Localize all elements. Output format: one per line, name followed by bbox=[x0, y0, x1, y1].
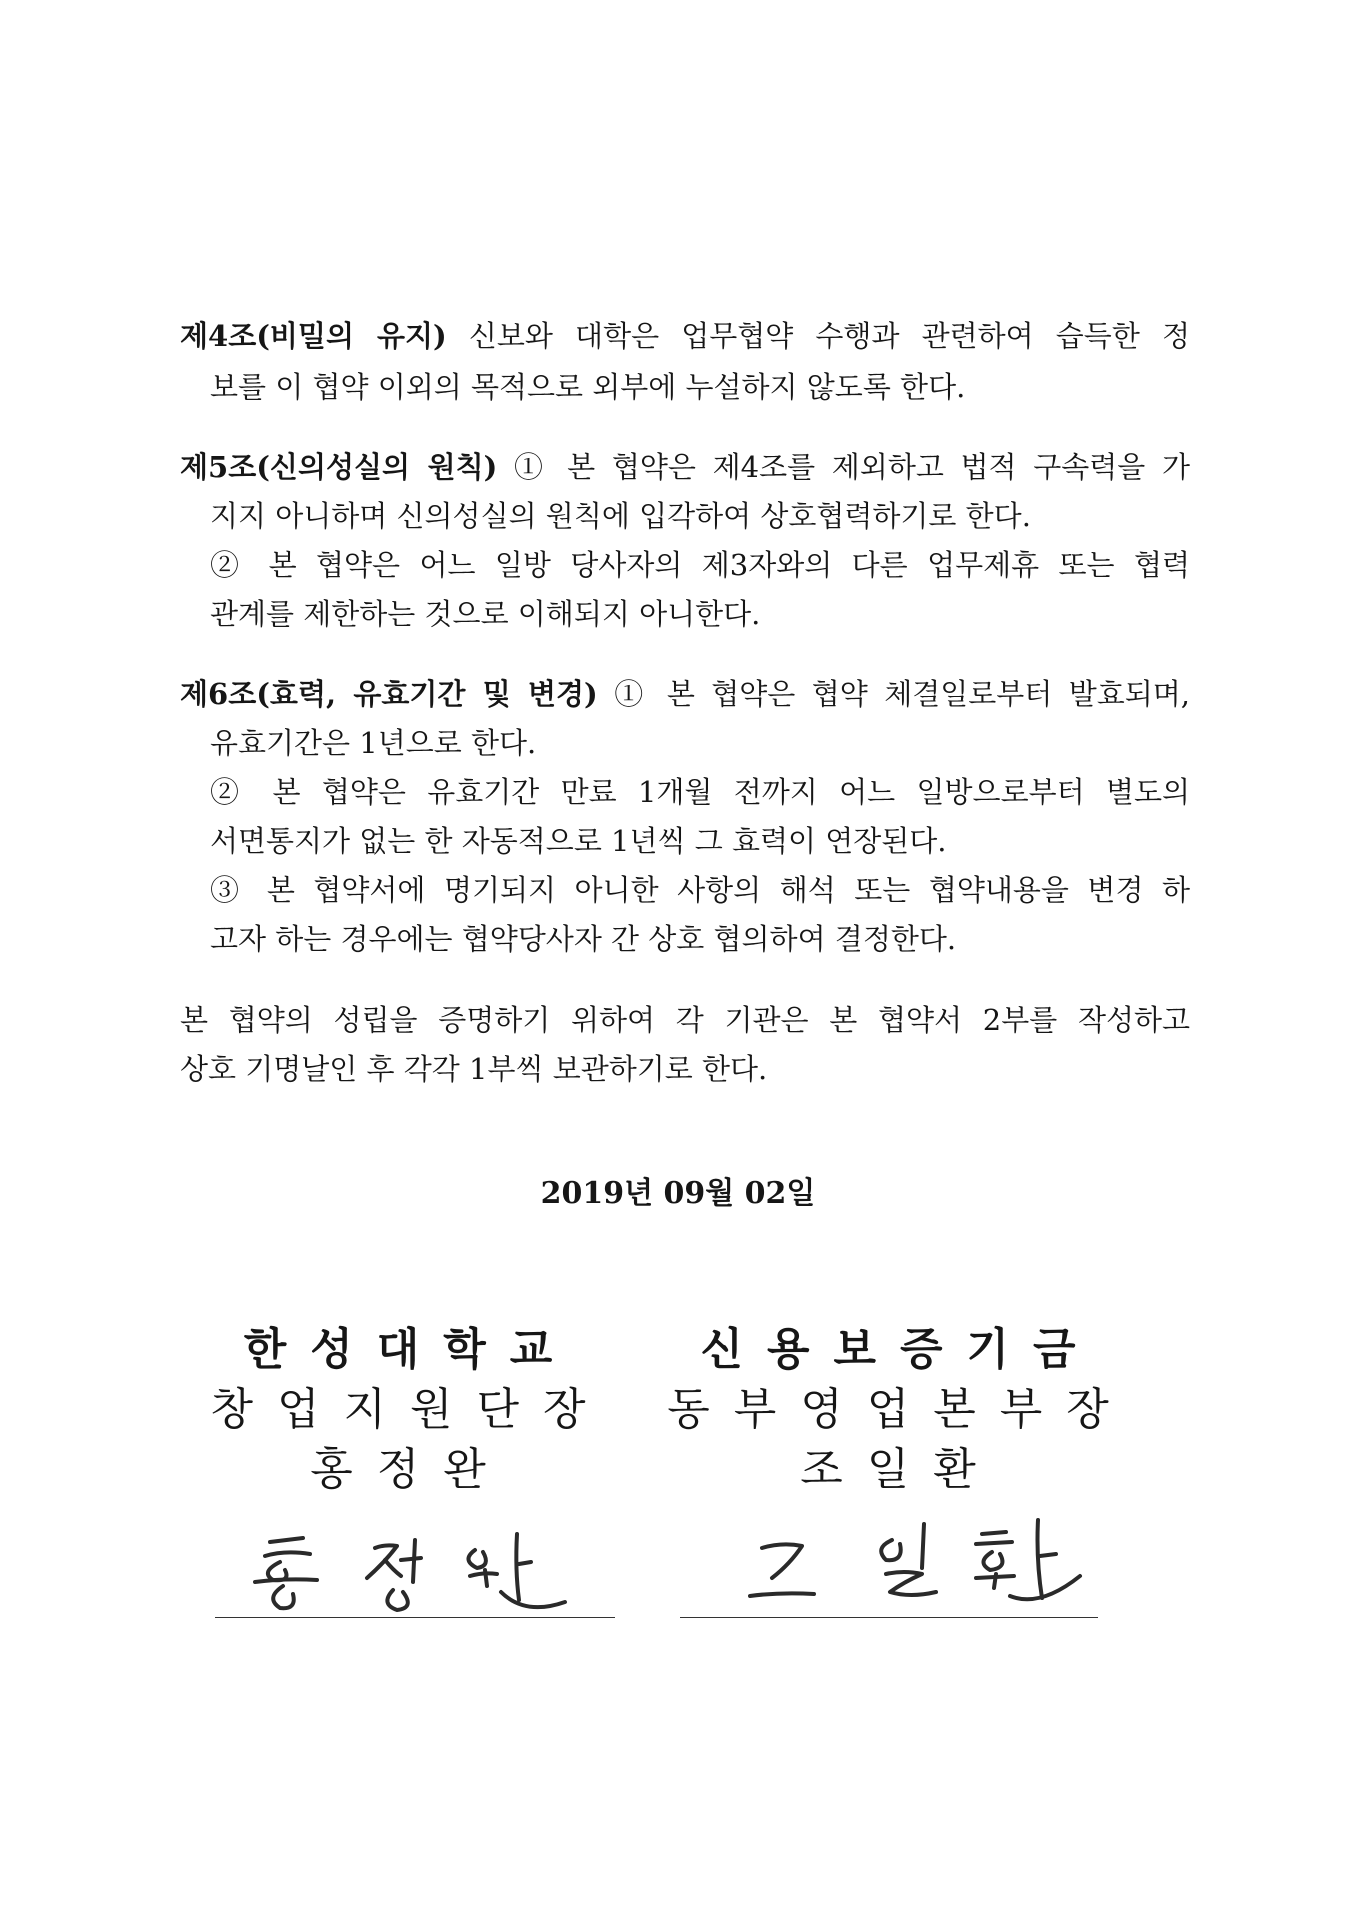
party-2-signature-line bbox=[680, 1617, 1098, 1618]
article-6-line-1 bbox=[180, 674, 1190, 714]
party-2-title: 동부영업본부장 bbox=[667, 1384, 1133, 1435]
article-6-text-1: ① 본 협약은 협약 체결일로부터 발효되며, bbox=[597, 677, 1190, 711]
agreement-date: 2019년 09월 02일 bbox=[540, 1176, 816, 1211]
party-2-name: 조일환 bbox=[800, 1444, 1000, 1495]
article-6-heading: 제6조(효력, 유효기간 및 변경) bbox=[180, 677, 598, 711]
article-4-heading: 제4조(비밀의 유지) bbox=[180, 319, 447, 353]
article-6-line-6: 고자 하는 경우에는 협약당사자 간 상호 협의하여 결정한다. bbox=[210, 922, 957, 956]
party-1-name: 홍정완 bbox=[310, 1444, 510, 1495]
party-kodit bbox=[660, 1320, 1140, 1500]
article-5-line-4: 관계를 제한하는 것으로 이해되지 아니한다. bbox=[210, 597, 761, 631]
party-1-signature-line bbox=[215, 1617, 615, 1618]
article-6-line-5: ③ 본 협약서에 명기되지 아니한 사항의 해석 또는 협약내용을 변경 하 bbox=[210, 873, 1190, 907]
article-5-heading: 제5조(신의성실의 원칙) bbox=[180, 450, 498, 484]
article-5-line-3: ② 본 협약은 어느 일방 당사자의 제3자와의 다른 업무제휴 또는 협력 bbox=[210, 548, 1190, 582]
party-hansung bbox=[190, 1320, 630, 1500]
article-6-line-2: 유효기간은 1년으로 한다. bbox=[210, 726, 537, 760]
article-4-line-1 bbox=[180, 316, 1190, 356]
party-1-signature bbox=[225, 1520, 625, 1620]
article-5-text-1: ① 본 협약은 제4조를 제외하고 법적 구속력을 가 bbox=[497, 450, 1191, 484]
party-1-org: 한성대학교 bbox=[243, 1324, 577, 1375]
article-6-line-4: 서면통지가 없는 한 자동적으로 1년씩 그 효력이 연장된다. bbox=[210, 824, 947, 858]
party-1-title: 창업지원단장 bbox=[210, 1384, 610, 1435]
article-4-text-1: 신보와 대학은 업무협약 수행과 관련하여 습득한 정 bbox=[446, 319, 1190, 353]
closing-line-1: 본 협약의 성립을 증명하기 위하여 각 기관은 본 협약서 2부를 작성하고 bbox=[180, 1003, 1190, 1037]
party-2-org: 신용보증기금 bbox=[700, 1324, 1100, 1375]
article-5-line-2: 지지 아니하며 신의성실의 원칙에 입각하여 상호협력하기로 한다. bbox=[210, 499, 1031, 533]
party-2-signature bbox=[710, 1512, 1110, 1612]
article-5-line-1 bbox=[180, 447, 1190, 487]
article-4-line-2: 보를 이 협약 이외의 목적으로 외부에 누설하지 않도록 한다. bbox=[210, 370, 966, 404]
article-6-line-3: ② 본 협약은 유효기간 만료 1개월 전까지 어느 일방으로부터 별도의 bbox=[210, 775, 1190, 809]
closing-line-2: 상호 기명날인 후 각각 1부씩 보관하기로 한다. bbox=[180, 1052, 768, 1086]
